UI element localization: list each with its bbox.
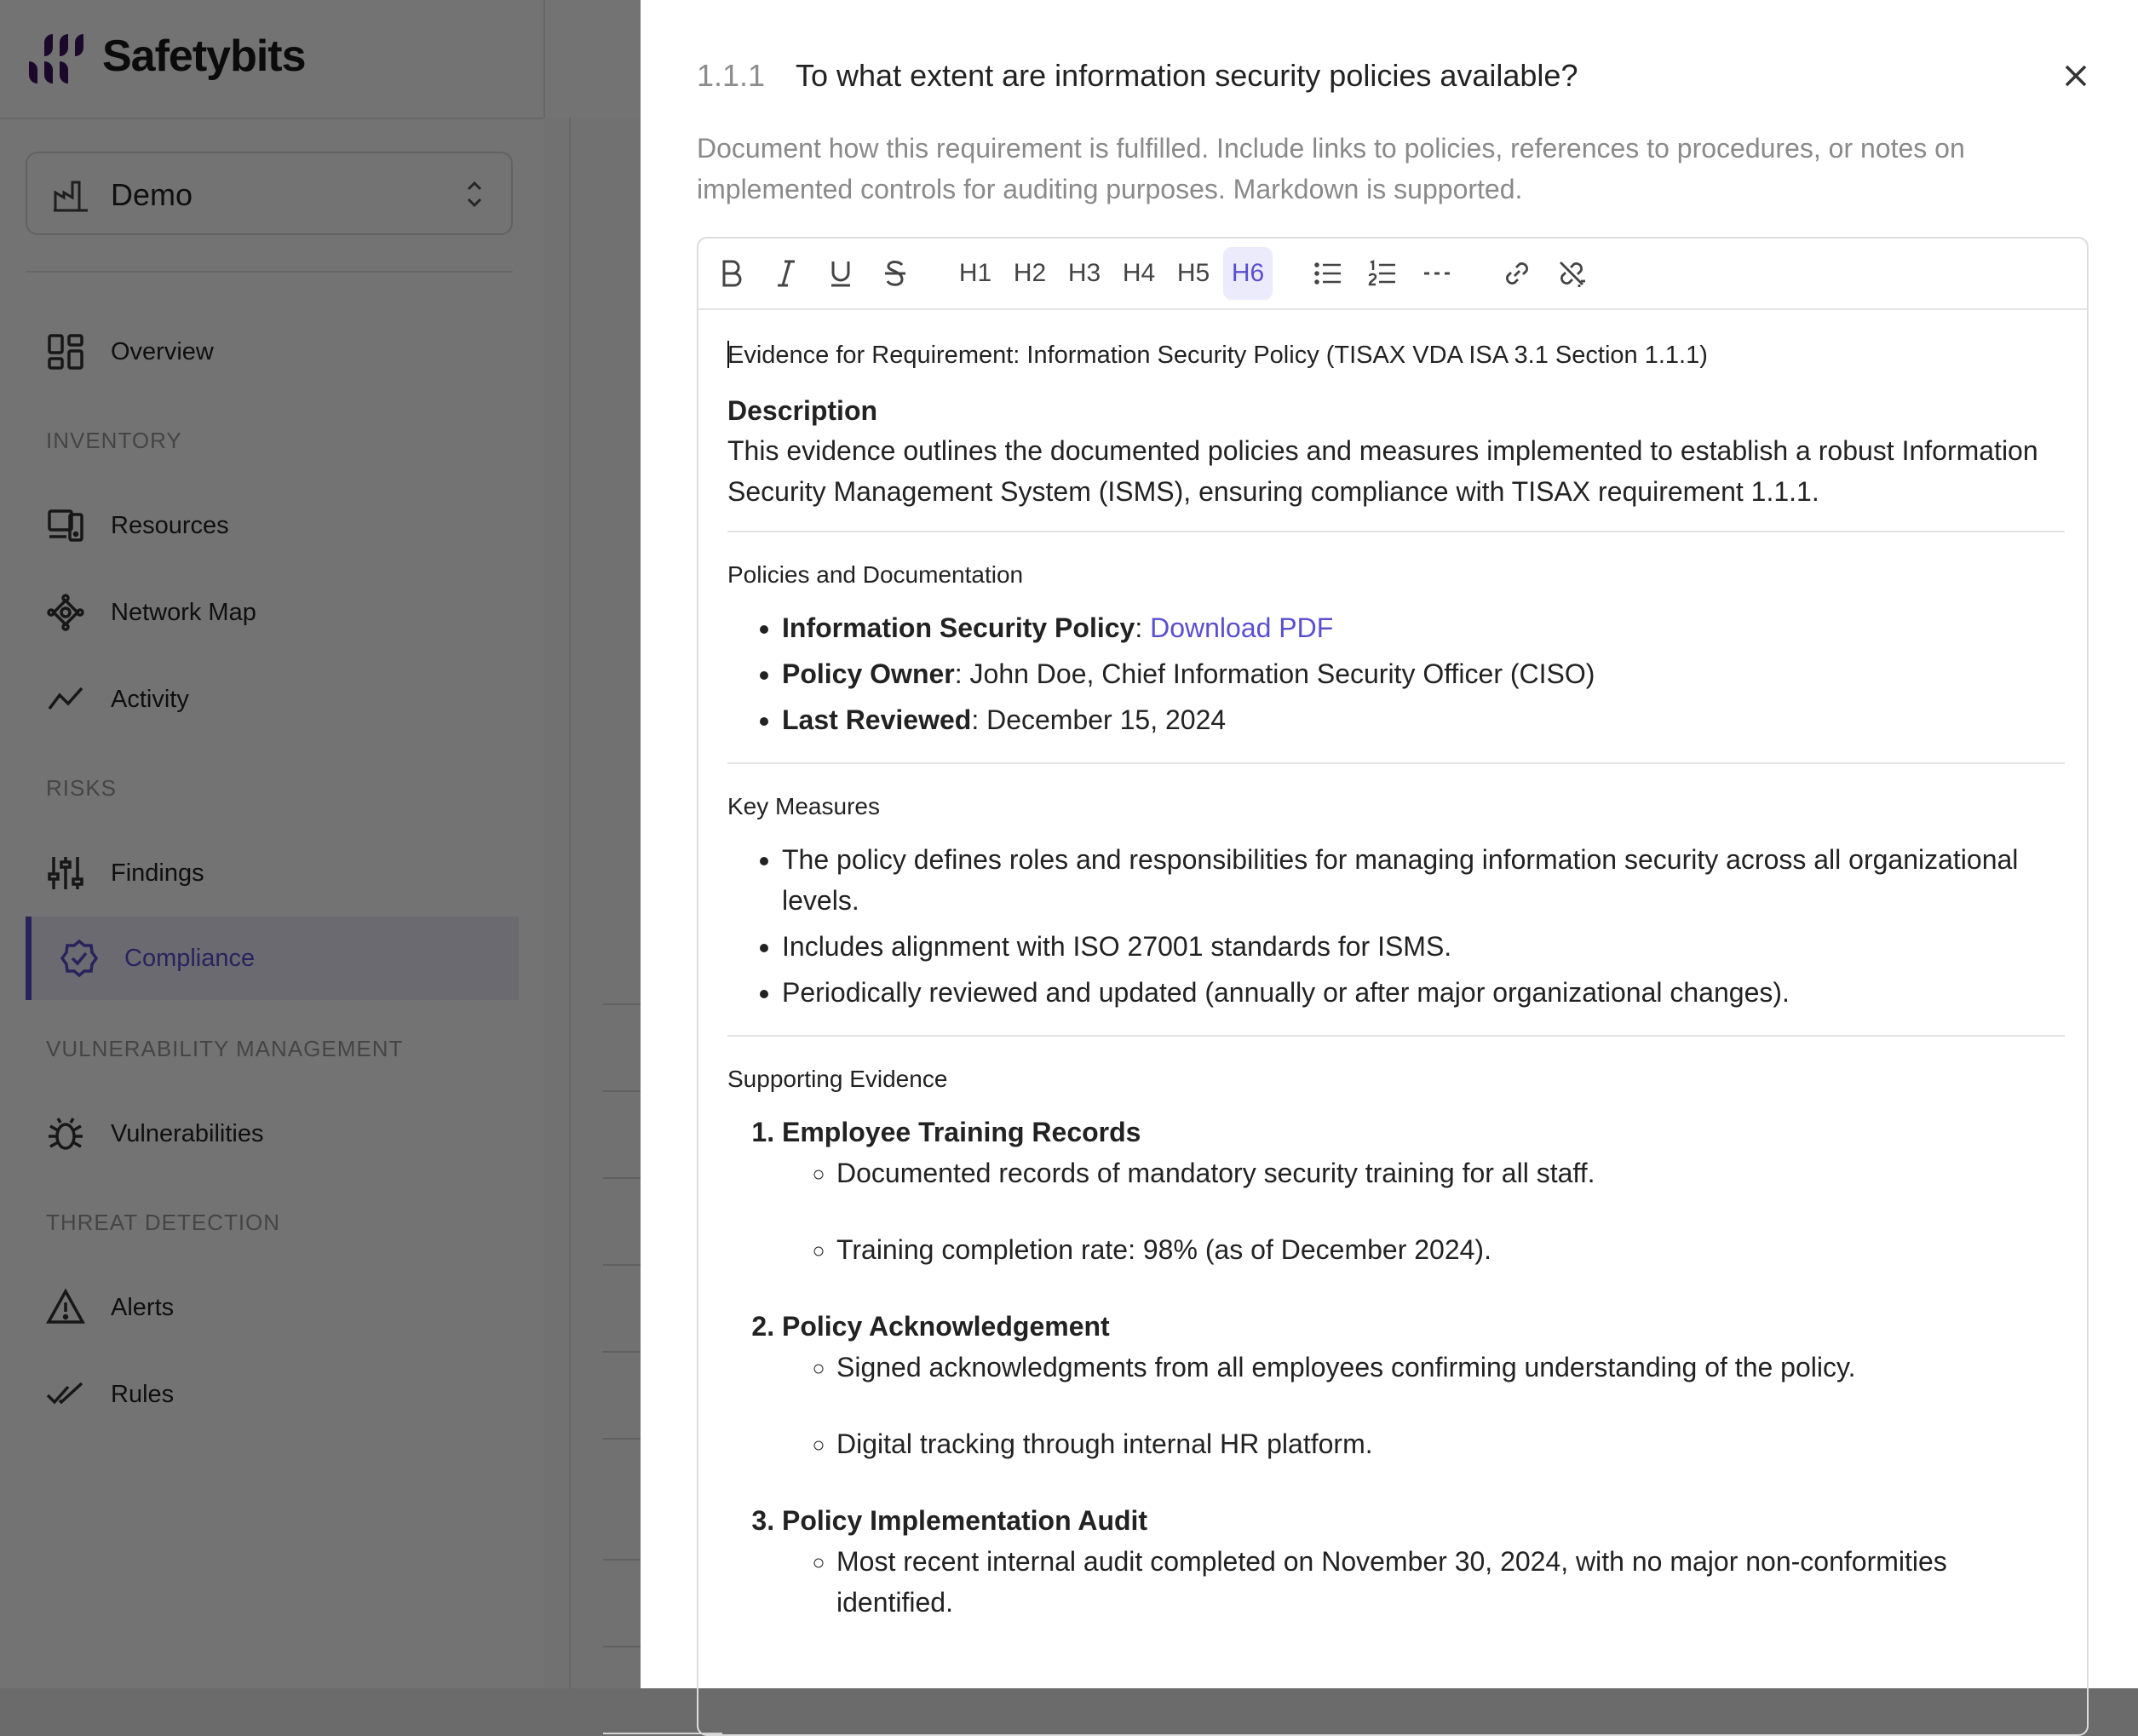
policy-separator: : — [1135, 612, 1151, 643]
list-item: ◦ Digital tracking through internal HR platform. — [836, 1423, 2065, 1464]
link-icon — [1503, 259, 1532, 288]
policy-key: Last Reviewed — [782, 704, 972, 735]
close-icon[interactable] — [2056, 56, 2095, 95]
download-pdf-link[interactable]: Download PDF — [1150, 612, 1334, 643]
underline-button[interactable] — [816, 247, 865, 300]
heading-3-button[interactable] — [1060, 247, 1109, 300]
requirement-drawer — [641, 0, 2138, 1688]
list-item: • The policy defines roles and responsibilities for managing information security across all organizational levels. — [782, 839, 2065, 921]
italic-button[interactable] — [762, 247, 811, 300]
evidence-title-text: Evidence for Requirement: Information Security Policy (TISAX VDA ISA 3.1 Section 1.1.1) — [727, 342, 1708, 369]
policy-value: December 15, 2024 — [986, 704, 1227, 735]
unlink-button[interactable] — [1547, 247, 1596, 300]
heading-5-label: H5 — [1176, 259, 1210, 287]
help-text: Document how this requirement is fulfilled. Include links to policies, references to procedures, or notes on implemented controls for auditing purposes. Markdown is supported. — [697, 133, 1965, 204]
policy-key: Policy Owner — [782, 658, 955, 689]
horizontal-rule-button[interactable] — [1412, 247, 1462, 300]
underline-icon — [829, 259, 853, 288]
measures-heading: Key Measures — [727, 793, 880, 819]
heading-2-button[interactable] — [1005, 247, 1055, 300]
list-item — [782, 1500, 2065, 1623]
bold-icon — [720, 259, 744, 288]
list-item: • Includes alignment with ISO 27001 standards for ISMS. — [782, 926, 2065, 967]
heading-5-button[interactable] — [1169, 247, 1218, 300]
description-text: This evidence outlines the documented policies and measures implemented to establish a robust Information Security Management System (ISMS), ensuring compliance with TISAX requirement 1.1.1. — [727, 435, 2038, 507]
description-heading: Description — [727, 395, 878, 426]
heading-4-button[interactable] — [1114, 247, 1164, 300]
list-item — [782, 607, 2065, 648]
drawer-header — [697, 58, 2026, 101]
list-item: ◦ Documented records of mandatory security training for all staff. — [836, 1153, 2065, 1193]
supporting-heading: Supporting Evidence — [727, 1066, 948, 1092]
list-item — [782, 1306, 2065, 1464]
policies-heading: Policies and Documentation — [727, 561, 1024, 588]
list-item: ◦ Signed acknowledgments from all employees confirming understanding of the policy. — [836, 1347, 2065, 1388]
policy-value: John Doe, Chief Information Security Officer (CISO) — [969, 658, 1595, 689]
bullet-list-button[interactable] — [1303, 247, 1353, 300]
list-item: • Periodically reviewed and updated (annually or after major organizational changes). — [782, 972, 2065, 1013]
evidence-title-line — [727, 341, 2065, 370]
list-item: ◦ Training completion rate: 98% (as of December 2024). — [836, 1229, 2065, 1270]
ordered-list-icon — [1368, 260, 1397, 287]
heading-6-button[interactable] — [1223, 247, 1273, 300]
list-item — [782, 1112, 2065, 1270]
editor-toolbar — [698, 239, 2087, 310]
heading-3-label: H3 — [1067, 259, 1101, 287]
list-item: ◦ Most recent internal audit completed on November 30, 2024, with no major non-conformities identified. — [836, 1541, 2065, 1623]
editor-content[interactable] — [727, 341, 2065, 1623]
heading-6-label: H6 — [1231, 259, 1265, 287]
bullet-list-icon — [1313, 261, 1342, 286]
bold-button[interactable] — [707, 247, 756, 300]
strikethrough-button[interactable] — [871, 247, 920, 300]
horizontal-rule-icon — [1422, 270, 1451, 277]
evidence-item-title: Employee Training Records — [782, 1117, 1141, 1147]
requirement-number: 1.1.1 — [697, 58, 766, 93]
supporting-evidence-list — [727, 1112, 2065, 1623]
ordered-list-button[interactable] — [1358, 247, 1407, 300]
heading-1-label: H1 — [958, 259, 992, 287]
markdown-editor[interactable] — [697, 237, 2089, 1736]
italic-icon — [774, 259, 798, 288]
list-item — [782, 653, 2065, 694]
requirement-title: To what extent are information security policies available? — [796, 58, 1578, 93]
policy-separator: : — [954, 658, 970, 689]
link-button[interactable] — [1492, 247, 1542, 300]
evidence-item-title: Policy Acknowledgement — [782, 1311, 1110, 1342]
policy-separator: : — [971, 704, 987, 735]
heading-4-label: H4 — [1122, 259, 1156, 287]
heading-2-label: H2 — [1013, 259, 1047, 287]
policies-list — [727, 607, 2065, 740]
list-item — [782, 699, 2065, 740]
strikethrough-icon — [883, 259, 907, 288]
measures-list — [727, 839, 2065, 1013]
evidence-item-title: Policy Implementation Audit — [782, 1505, 1148, 1536]
unlink-icon — [1557, 259, 1586, 288]
policy-key: Information Security Policy — [782, 612, 1135, 643]
heading-1-button[interactable] — [951, 247, 1000, 300]
